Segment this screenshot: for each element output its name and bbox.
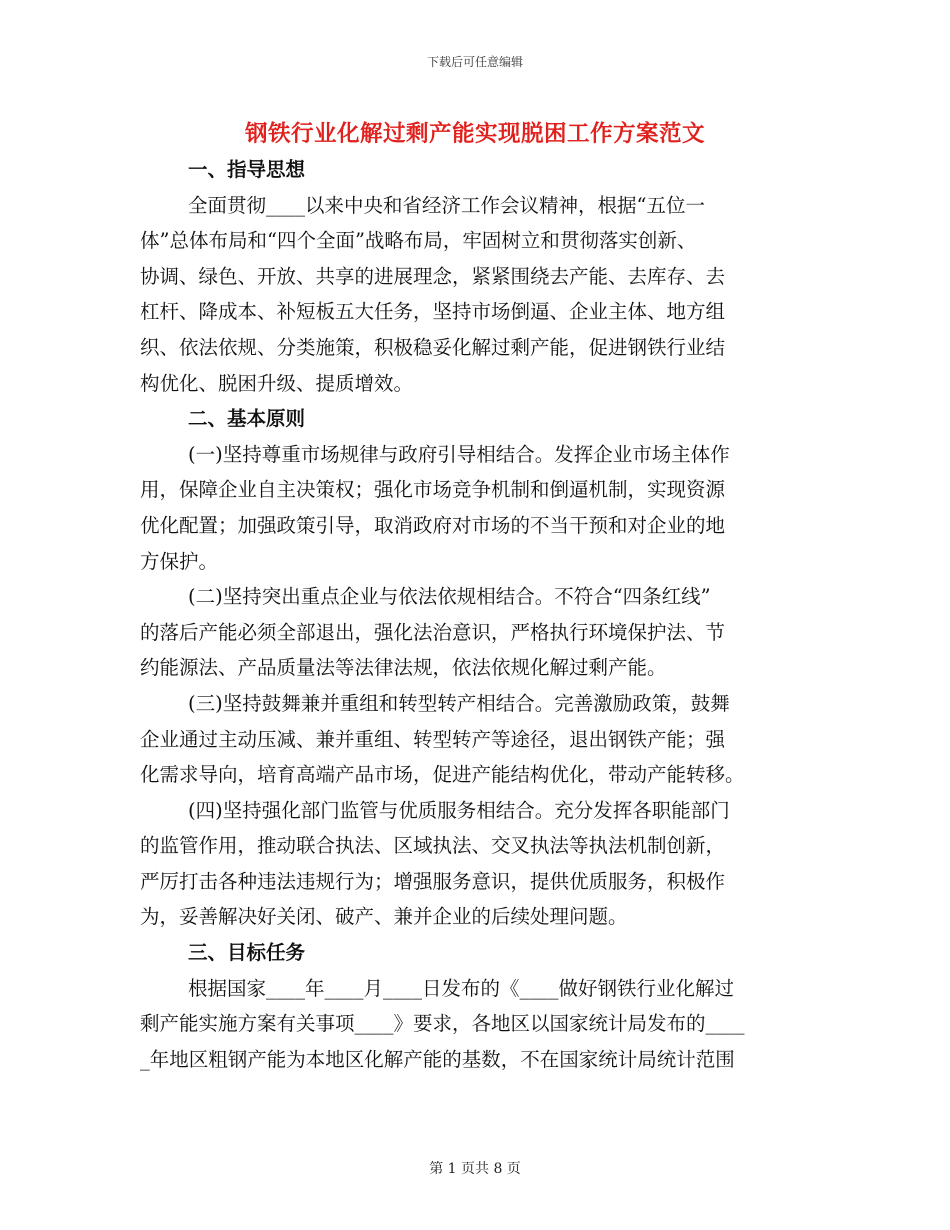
paragraph-line: 企业通过主动压减、兼并重组、转型转产等途径，退出钢铁产能；强: [140, 727, 726, 751]
paragraph-line: 优化配置；加强政策引导，取消政府对市场的不当干预和对企业的地: [140, 513, 726, 537]
page-footer: 第 1 页共 8 页: [429, 1161, 521, 1177]
document-body: [140, 152, 800, 1077]
paragraph-line: 体”总体布局和“四个全面”战略布局，牢固树立和贯彻落实创新、: [140, 229, 697, 253]
paragraph-line: 根据国家____年____月____日发布的《____做好钢铁行业化解过: [188, 976, 735, 1000]
paragraph-line: 的落后产能必须全部退出，强化法治意识，严格执行环境保护法、节: [140, 620, 726, 644]
paragraph-line: 协调、绿色、开放、共享的进展理念，紧紧围绕去产能、去库存、去: [140, 264, 726, 288]
section-heading: 一、指导思想: [188, 158, 306, 181]
paragraph-line: 织、依法依规、分类施策，积极稳妥化解过剩产能，促进钢铁行业结: [140, 335, 726, 359]
section-heading: 二、基本原则: [188, 407, 306, 431]
paragraph-line: 严厉打击各种违法违规行为；增强服务意识，提供优质服务，积极作: [140, 869, 726, 893]
paragraph-line: 杠杆、降成本、补短板五大任务，坚持市场倒逼、企业主体、地方组: [140, 300, 726, 324]
paragraph-line: (一)坚持尊重市场规律与政府引导相结合。发挥企业市场主体作: [188, 442, 730, 466]
paragraph-line: (四)坚持强化部门监管与优质服务相结合。充分发挥各职能部门: [188, 798, 730, 822]
paragraph-line: 构优化、脱困升级、提质增效。: [140, 371, 414, 395]
paragraph-line: 用，保障企业自主决策权；强化市场竞争机制和倒逼机制，实现资源: [140, 478, 726, 502]
paragraph-line: 为，妥善解决好关闭、破产、兼并企业的后续处理问题。: [140, 905, 628, 929]
section-heading: 三、目标任务: [188, 941, 306, 965]
paragraph-line: _年地区粗钢产能为本地区化解产能的基数，不在国家统计局统计范围: [140, 1047, 735, 1071]
document-title: 钢铁行业化解过剩产能实现脱困工作方案范文: [244, 121, 705, 147]
page-header: 下载后可任意编辑: [426, 55, 523, 69]
paragraph-line: 全面贯彻____以来中央和省经济工作会议精神，根据“五位一: [188, 193, 705, 217]
paragraph-line: 剩产能实施方案有关事项____》要求，各地区以国家统计局发布的____: [140, 1012, 745, 1036]
paragraph-line: 约能源法、产品质量法等法律法规，依法依规化解过剩产能。: [140, 656, 667, 680]
paragraph-line: (二)坚持突出重点企业与依法依规相结合。不符合“四条红线”: [188, 585, 711, 609]
paragraph-line: 的监管作用，推动联合执法、区域执法、交叉执法等执法机制创新，: [140, 834, 726, 858]
paragraph-line: 化需求导向，培育高端产品市场，促进产能结构优化，带动产能转移。: [140, 763, 745, 787]
paragraph-line: 方保护。: [140, 549, 219, 573]
paragraph-line: (三)坚持鼓舞兼并重组和转型转产相结合。完善激励政策，鼓舞: [188, 691, 730, 715]
